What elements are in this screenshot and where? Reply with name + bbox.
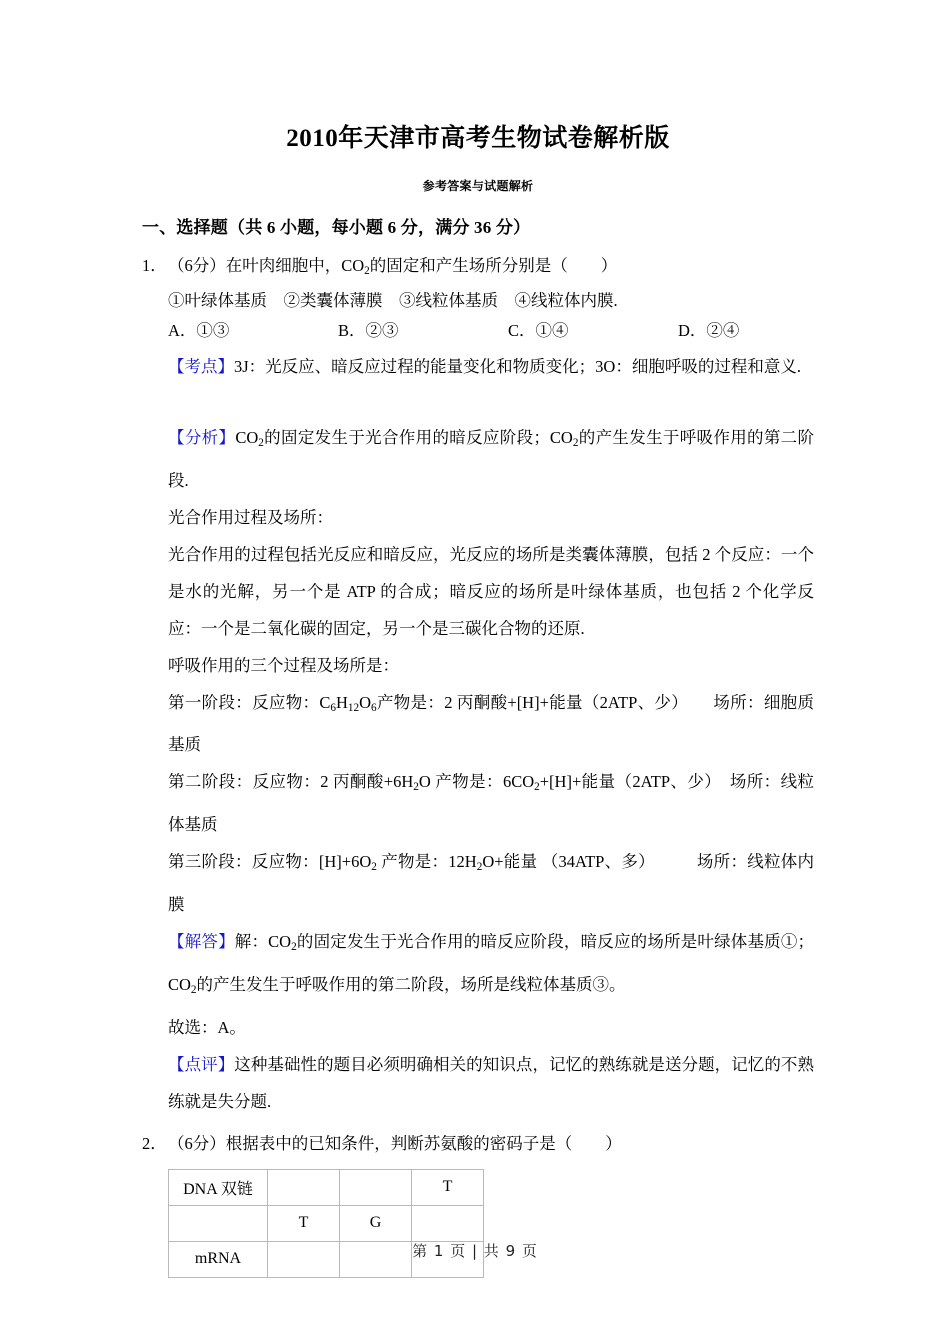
paragraph-spacer xyxy=(142,382,814,419)
stage3-sub-2: 2 xyxy=(476,860,483,873)
question-1-number: 1． xyxy=(142,256,167,275)
kaodian-label: 【考点】 xyxy=(168,356,234,376)
document-subtitle: 参考答案与试题解析 xyxy=(422,179,534,193)
stage2-mid-1: O 产物是：6CO xyxy=(418,772,535,792)
dianping-label: 【点评】 xyxy=(168,1054,235,1074)
question-2-stem xyxy=(142,1129,814,1159)
jieda-subscript-1: 2 xyxy=(291,940,297,953)
question-1-stem xyxy=(142,251,814,286)
stage3-mid-1: 产物是：12H xyxy=(376,852,477,872)
table-cell-r0-c2: T xyxy=(412,1169,484,1205)
fenxi-subscript-1: 2 xyxy=(258,436,264,449)
stage2-prefix: 第二阶段：反应物：2 丙酮酸+6H xyxy=(168,772,414,792)
table-row xyxy=(169,1169,484,1205)
page-title: 2010年天津市高考生物试卷解析版 xyxy=(286,125,670,152)
respiration-heading: 呼吸作用的三个过程及场所是： xyxy=(168,655,399,675)
jieda-subscript-2: 2 xyxy=(190,983,197,996)
table-cell-r1-label xyxy=(169,1205,268,1241)
question-2-number: 2． xyxy=(142,1133,167,1153)
stage1-sub-2: 12 xyxy=(347,701,360,714)
table-cell-r0-c1 xyxy=(340,1169,412,1205)
codon-table xyxy=(168,1169,484,1278)
dianping-text: 这种基础性的题目必须明确相关的知识点，记忆的熟练就是送分题，记忆的不熟练就是失分题. xyxy=(168,1054,815,1111)
question-1-stem-pre: （6分）在叶肉细胞中，CO xyxy=(168,256,365,275)
page-footer: 第 1 页 | 共 9 页 xyxy=(412,1242,538,1260)
option-b[interactable]: B．②③ xyxy=(338,320,399,340)
table-row xyxy=(169,1205,484,1241)
page-content xyxy=(142,0,814,1278)
question-1-choices-line: ①叶绿体基质 ②类囊体薄膜 ③线粒体基质 ④线粒体内膜. xyxy=(168,290,618,310)
fenxi-paragraph xyxy=(142,419,814,499)
section-heading: 一、选择题（共 6 小题，每小题 6 分，满分 36 分） xyxy=(142,218,531,237)
stage1-sub-3: 6 xyxy=(371,701,377,714)
option-a[interactable]: A．①③ xyxy=(168,320,230,340)
stage1-mid-2: O xyxy=(359,692,372,712)
fenxi-subscript-2: 2 xyxy=(572,436,579,449)
respiration-stage-1 xyxy=(142,684,814,764)
final-answer: 故选：A。 xyxy=(168,1017,246,1037)
fenxi-label: 【分析】 xyxy=(168,427,236,447)
photosynthesis-heading: 光合作用过程及场所： xyxy=(168,507,333,527)
stage3-sub-1: 2 xyxy=(371,860,377,873)
respiration-stage-3 xyxy=(142,843,814,923)
question-1-block xyxy=(142,251,814,1120)
jieda-post: 的产生发生于呼吸作用的第二阶段，场所是线粒体基质③。 xyxy=(196,974,626,994)
table-cell-r0-c0 xyxy=(268,1169,340,1205)
question-1-stem-subscript: 2 xyxy=(364,264,370,277)
photosynthesis-body: 光合作用的过程包括光反应和暗反应，光反应的场所是类囊体薄膜，包括 2 个反应：一个是水的光解，另一个是 ATP 的合成；暗反应的场所是叶绿体基质，也包括 2 个化学反应：一个是二氧化碳的固定，另一个是三碳化合物的还原. xyxy=(168,544,814,638)
stage1-mid-1: H xyxy=(335,692,348,712)
stage3-suffix: O+能量 （34ATP、多） 场所：线粒体内膜 xyxy=(168,852,814,914)
respiration-stage-2 xyxy=(142,763,814,843)
jieda-pre: 解：CO xyxy=(234,931,292,951)
fenxi-mid: 的固定发生于光合作用的暗反应阶段；CO xyxy=(263,427,573,447)
stage3-prefix: 第三阶段：反应物：[H]+6O xyxy=(168,852,372,872)
table-cell-r1-c1: G xyxy=(340,1205,412,1241)
fenxi-pre: CO xyxy=(235,427,259,447)
fenxi-post: 的产生发生于呼吸作用的第二阶段. xyxy=(168,427,815,490)
jieda-label: 【解答】 xyxy=(168,931,235,951)
question-2-stem-text: （6分）根据表中的已知条件，判断苏氨酸的密码子是（ ） xyxy=(168,1133,622,1153)
stage2-suffix: +[H]+能量（2ATP、少） 场所：线粒体基质 xyxy=(168,772,814,835)
jieda-paragraph xyxy=(142,923,814,1009)
table-cell-dna-label: DNA 双链 xyxy=(169,1169,268,1205)
table-cell-mrna-label: mRNA xyxy=(169,1241,268,1277)
question-1-options xyxy=(142,316,814,346)
option-c[interactable]: C．①④ xyxy=(508,320,569,340)
jieda-mid: 的固定发生于光合作用的暗反应阶段，暗反应的场所是叶绿体基质①；CO xyxy=(168,931,815,994)
question-1-stem-post: 的固定和产生场所分别是（ ） xyxy=(369,256,618,275)
stage1-prefix: 第一阶段：反应物：C xyxy=(168,692,331,712)
dianping-paragraph xyxy=(142,1046,814,1120)
stage1-suffix: 产物是：2 丙酮酸+[H]+能量（2ATP、少） 场所：细胞质基质 xyxy=(168,692,815,755)
stage1-sub-1: 6 xyxy=(330,701,336,714)
table-cell-r1-c0: T xyxy=(268,1205,340,1241)
kaodian-paragraph xyxy=(142,346,814,382)
stage2-sub-1: 2 xyxy=(413,781,419,794)
table-cell-r1-c2 xyxy=(412,1205,484,1241)
kaodian-text: 3J：光反应、暗反应过程的能量变化和物质变化；3O：细胞呼吸的过程和意义. xyxy=(234,356,801,376)
stage2-sub-2: 2 xyxy=(534,781,540,794)
option-d[interactable]: D．②④ xyxy=(678,320,740,340)
